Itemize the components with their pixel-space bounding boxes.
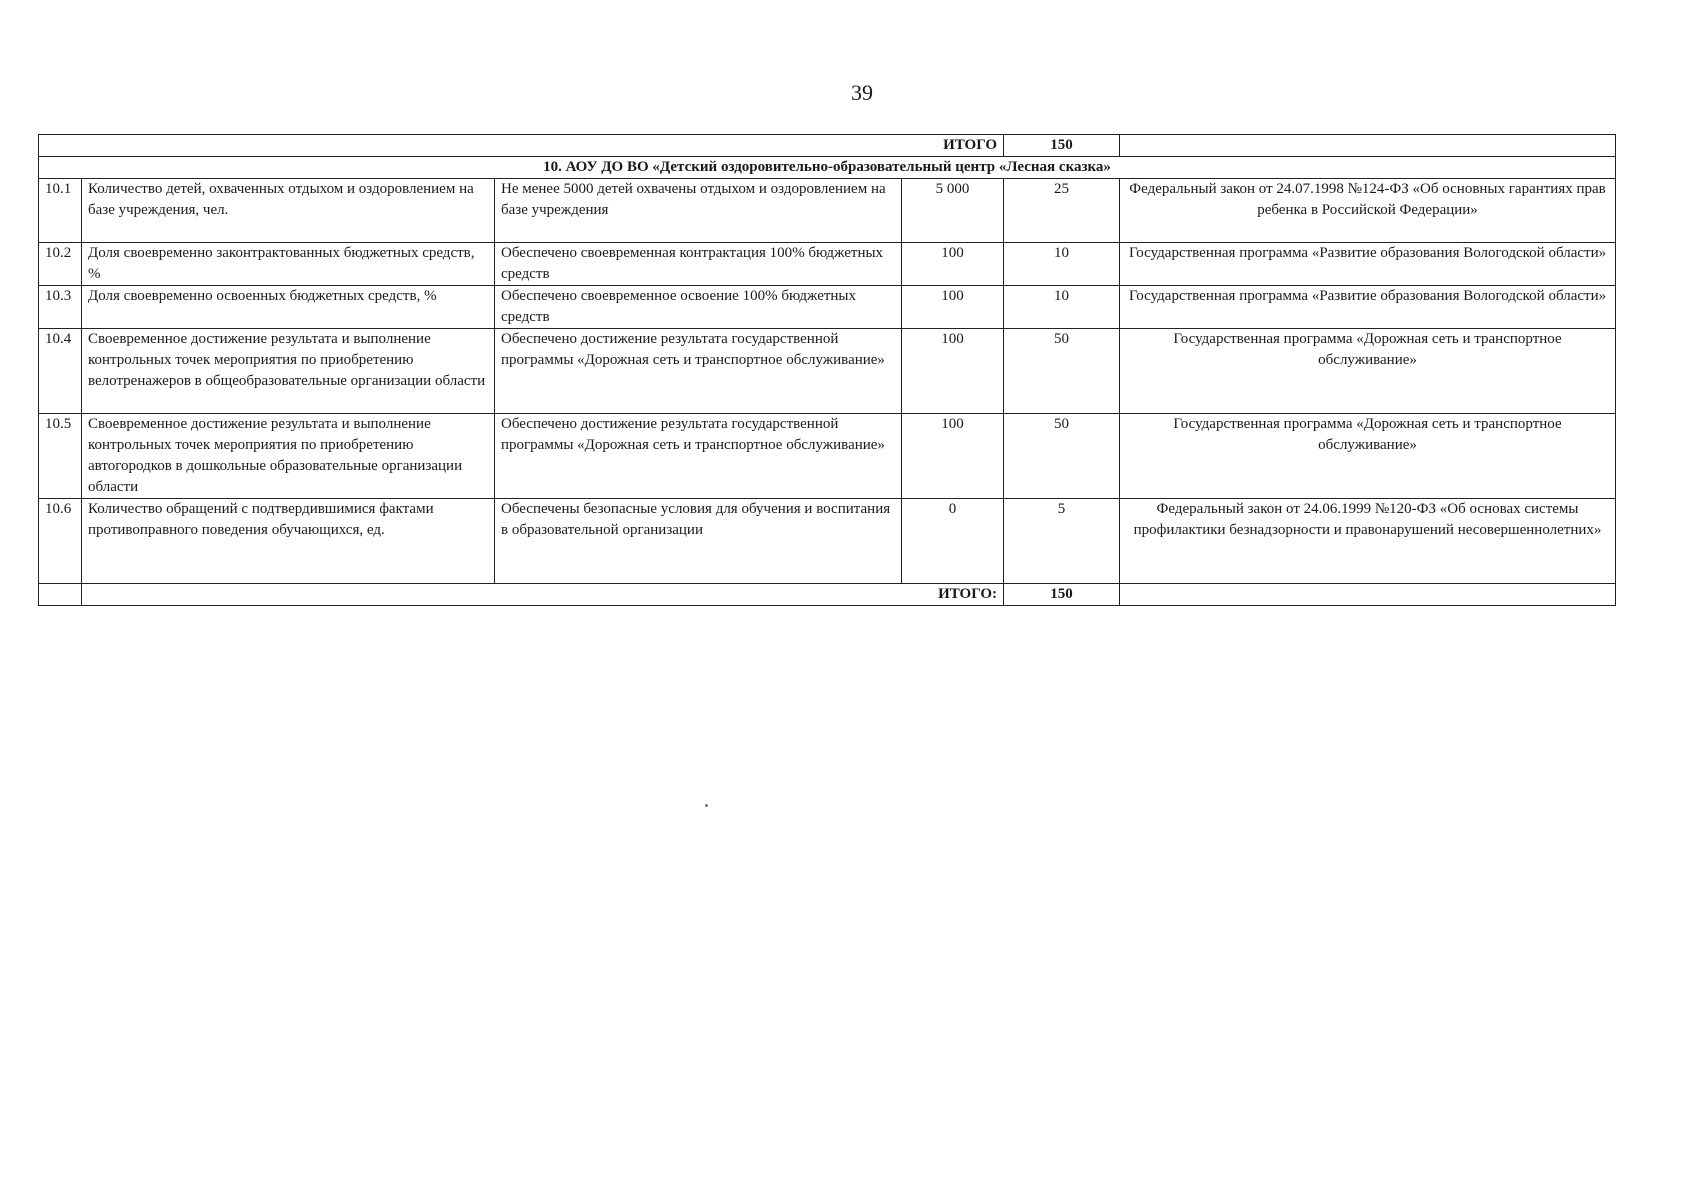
basis-cell: Государственная программа «Развитие образования Вологодской области» <box>1120 243 1616 286</box>
indicator-cell: Количество обращений с подтвердившимися фактами противоправного поведения обучающихся, ед. <box>82 499 495 584</box>
table-row <box>39 243 1616 286</box>
plan-cell: 5 000 <box>902 179 1004 243</box>
plan-cell: 0 <box>902 499 1004 584</box>
top-total-row <box>39 135 1616 157</box>
row-number: 10.3 <box>39 286 82 329</box>
weight-cell: 10 <box>1004 243 1120 286</box>
indicator-cell: Количество детей, охваченных отдыхом и оздоровлением на базе учреждения, чел. <box>82 179 495 243</box>
weight-cell: 25 <box>1004 179 1120 243</box>
table-row <box>39 414 1616 499</box>
page-number: 39 <box>851 80 873 105</box>
top-total-value: 150 <box>1004 135 1120 157</box>
scan-speck <box>705 804 708 807</box>
row-number: 10.5 <box>39 414 82 499</box>
weight-cell: 50 <box>1004 414 1120 499</box>
result-cell: Не менее 5000 детей охвачены отдыхом и оздоровлением на базе учреждения <box>495 179 902 243</box>
bottom-total-empty-num <box>39 584 82 606</box>
bottom-total-row <box>39 584 1616 606</box>
section-title: 10. АОУ ДО ВО «Детский оздоровительно-образовательный центр «Лесная сказка» <box>39 157 1616 179</box>
basis-cell: Государственная программа «Дорожная сеть и транспортное обслуживание» <box>1120 329 1616 414</box>
result-cell: Обеспечены безопасные условия для обучения и воспитания в образовательной организации <box>495 499 902 584</box>
top-total-empty <box>1120 135 1616 157</box>
indicator-cell: Доля своевременно законтрактованных бюджетных средств, % <box>82 243 495 286</box>
basis-cell: Федеральный закон от 24.06.1999 №120-ФЗ «Об основах системы профилактики безнадзорности и правонарушений несовершеннолетних» <box>1120 499 1616 584</box>
table-row <box>39 179 1616 243</box>
basis-cell: Государственная программа «Дорожная сеть и транспортное обслуживание» <box>1120 414 1616 499</box>
table-row <box>39 329 1616 414</box>
indicators-table <box>38 134 1616 606</box>
plan-cell: 100 <box>902 243 1004 286</box>
table-row <box>39 286 1616 329</box>
plan-cell: 100 <box>902 329 1004 414</box>
section-header-row <box>39 157 1616 179</box>
plan-cell: 100 <box>902 414 1004 499</box>
basis-cell: Федеральный закон от 24.07.1998 №124-ФЗ «Об основных гарантиях прав ребенка в Российской Федерации» <box>1120 179 1616 243</box>
result-cell: Обеспечено достижение результата государственной программы «Дорожная сеть и транспортное обслуживание» <box>495 329 902 414</box>
row-number: 10.1 <box>39 179 82 243</box>
bottom-total-value: 150 <box>1004 584 1120 606</box>
bottom-total-empty <box>1120 584 1616 606</box>
row-number: 10.4 <box>39 329 82 414</box>
basis-cell: Государственная программа «Развитие образования Вологодской области» <box>1120 286 1616 329</box>
bottom-total-label: ИТОГО: <box>82 584 1004 606</box>
result-cell: Обеспечено своевременное освоение 100% бюджетных средств <box>495 286 902 329</box>
top-total-label: ИТОГО <box>39 135 1004 157</box>
weight-cell: 10 <box>1004 286 1120 329</box>
indicator-cell: Доля своевременно освоенных бюджетных средств, % <box>82 286 495 329</box>
table-row <box>39 499 1616 584</box>
weight-cell: 50 <box>1004 329 1120 414</box>
indicator-cell: Своевременное достижение результата и выполнение контрольных точек мероприятия по приобретению велотренажеров в общеобразовательные организации области <box>82 329 495 414</box>
row-number: 10.6 <box>39 499 82 584</box>
weight-cell: 5 <box>1004 499 1120 584</box>
plan-cell: 100 <box>902 286 1004 329</box>
row-number: 10.2 <box>39 243 82 286</box>
indicator-cell: Своевременное достижение результата и выполнение контрольных точек мероприятия по приобретению автогородков в дошкольные образовательные организации области <box>82 414 495 499</box>
result-cell: Обеспечено своевременная контрактация 100% бюджетных средств <box>495 243 902 286</box>
result-cell: Обеспечено достижение результата государственной программы «Дорожная сеть и транспортное обслуживание» <box>495 414 902 499</box>
